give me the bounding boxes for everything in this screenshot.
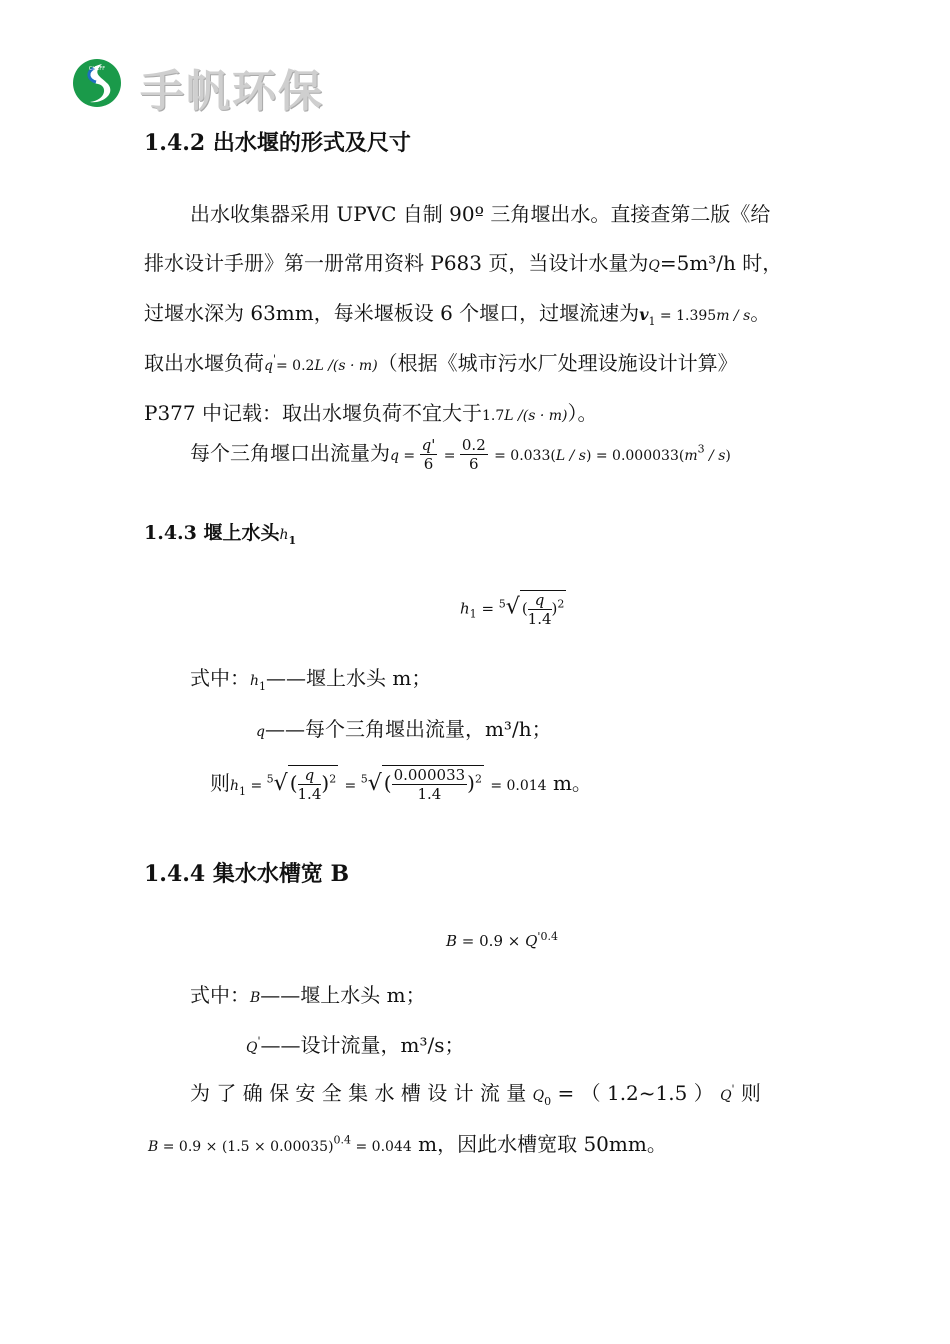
s142-line5: P377 中记载：取出水堰负荷不宜大于1.7L /(s · m)）。 (144, 401, 598, 425)
s142-line4: 取出水堰负荷q'= 0.2L /(s · m)（根据《城市污水厂处理设施设计计算》 (144, 351, 738, 375)
brand-name: 手帆环保 (140, 66, 324, 117)
s144-where2: Q'——设计流量，m³/s； (246, 1033, 465, 1057)
heading-1-4-3: 1.4.3 堰上水头$h_1$ (144, 522, 297, 547)
heading-1-4-4: 1.4.4 集水水槽宽 B (144, 861, 350, 887)
s142-line1: 出水收集器采用 UPVC 自制 90º 三角堰出水。直接查第二版《给 (190, 202, 771, 226)
company-logo-icon (72, 58, 122, 108)
s144-line3: 为 了 确 保 安 全 集 水 槽 设 计 流 量 $Q_0$ = （ 1.2~1.5 ） Q' 则 (190, 1081, 761, 1108)
s142-line2: 排水设计手册》第一册常用资料 P683 页，当设计水量为Q=5m³/h 时， (144, 251, 783, 275)
s143-where2: q——每个三角堰出流量，m³/h； (256, 717, 552, 741)
s142-line6: 每个三角堰口出流量为q = $\frac{q'}{6}$ = $\frac{0.2}{6}$ = $0.033(L / s) = 0.000033(m^3 / s)$ (190, 436, 731, 473)
heading-1-4-2: 1.4.2 出水堰的形式及尺寸 (144, 130, 411, 156)
s144-where1: 式中：B——堰上水头 m； (190, 983, 426, 1007)
s144-line4: $B = 0.9 \times (1.5 \times 0.00035)^{0.4} = 0.044$ m，因此水槽宽取 50mm。 (148, 1132, 667, 1156)
svg-text:CHEFF: CHEFF (88, 66, 106, 72)
s143-where1: 式中：$h_1——$堰上水头 m； (190, 666, 432, 693)
equation-h1: $h_1 = ^5√$ ( $\frac{q}{1.4}$ )$^2$ (460, 591, 565, 628)
equation-b: $B = 0.9 \times Q^{'0.4}$ (446, 930, 558, 950)
s142-line3: 过堰水深为 63mm，每米堰板设 6 个堰口，过堰流速为$v_1 = 1.395m / s$。 (144, 301, 771, 328)
s143-result: 则$h_1 = ^5√$ ( $\frac{q}{1.4}$ )$^2$ = $^5$√ ( $\frac{0.000033}{1.4}$ )$^2$ = 0.014 m。 (210, 766, 592, 803)
